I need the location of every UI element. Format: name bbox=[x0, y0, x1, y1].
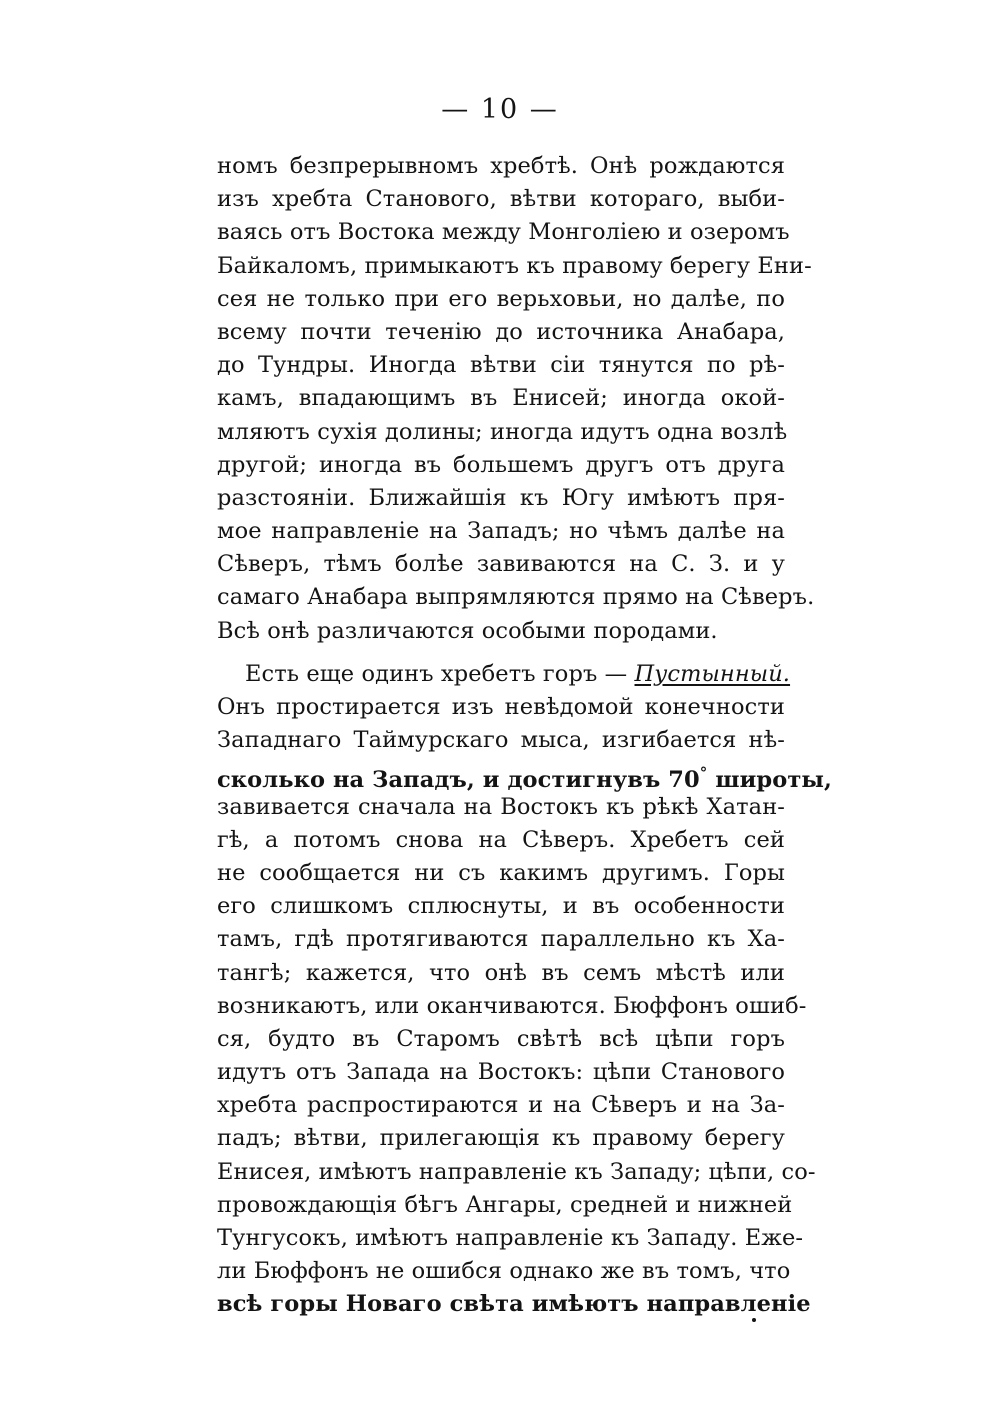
text-line: ся, будто въ Старомъ свѣтѣ всѣ цѣпи горъ bbox=[217, 1025, 785, 1052]
text-line: камъ, впадающимъ въ Енисей; иногда окой- bbox=[217, 385, 785, 412]
line-text: сколько на Западъ, и достигнувъ 70 bbox=[217, 767, 700, 794]
print-speck bbox=[752, 1318, 756, 1322]
text-line-with-degree bbox=[217, 757, 832, 794]
text-line: мое направленіе на Западъ; но чѣмъ далѣе на bbox=[217, 518, 785, 545]
text-line: сея не только при его верьховьи, но далѣе, по bbox=[217, 285, 785, 312]
text-line: Западнаго Таймурскаго мыса, изгибается нѣ- bbox=[217, 727, 785, 754]
text-line: Байкаломъ, примыкаютъ къ правому берегу Ени- bbox=[217, 252, 812, 279]
text-line: тамъ, гдѣ протягиваются параллельно къ Ха- bbox=[217, 926, 785, 953]
line-text: Есть еще одинъ хребетъ горъ — bbox=[245, 660, 628, 687]
text-line: возникаютъ, или оканчиваются. Бюффонъ ошиб- bbox=[217, 992, 807, 1019]
text-line: гѣ, а потомъ снова на Сѣверъ. Хребетъ сей bbox=[217, 826, 785, 853]
text-line: Тунгусокъ, имѣютъ направленіе къ Западу. Еже- bbox=[217, 1225, 804, 1251]
paragraph-first-line bbox=[217, 658, 791, 691]
text-line: ваясь отъ Востока между Монголіею и озеромъ bbox=[217, 219, 790, 246]
line-text: широты, bbox=[715, 767, 832, 794]
text-line: тангѣ; кажется, что онѣ въ семъ мѣстѣ или bbox=[217, 959, 785, 986]
text-line: ли Бюффонъ не ошибся однако же въ томъ, что bbox=[217, 1258, 791, 1285]
text-line: падъ; вѣтви, прилегающія къ правому берегу bbox=[217, 1125, 785, 1152]
text-line: самаго Анабара выпрямляются прямо на Сѣверъ. bbox=[217, 584, 815, 611]
text-line: Онъ простирается изъ невѣдомой конечности bbox=[217, 694, 785, 720]
text-line: разстояніи. Ближайшія къ Югу имѣютъ пря- bbox=[217, 484, 785, 511]
text-line: мляютъ сухія долины; иногда идутъ одна возлѣ bbox=[217, 418, 788, 445]
text-line: не сообщается ни съ какимъ другимъ. Горы bbox=[217, 859, 785, 886]
page-number: — 10 — bbox=[441, 94, 559, 125]
text-line: идутъ отъ Запада на Востокъ: цѣпи Станового bbox=[217, 1059, 785, 1086]
italic-term: Пустынный. bbox=[634, 660, 791, 687]
text-line: всему почти теченію до источника Анабара, bbox=[217, 318, 785, 345]
text-line: Всѣ онѣ различаются особыми породами. bbox=[217, 617, 718, 644]
text-line: другой; иногда въ большемъ другъ отъ друга bbox=[217, 451, 785, 478]
degree-sign: ° bbox=[699, 764, 708, 783]
text-line: до Тундры. Иногда вѣтви сіи тянутся по рѣ- bbox=[217, 352, 785, 379]
text-line: завивается сначала на Востокъ къ рѣкѣ Хатан- bbox=[217, 793, 785, 820]
text-line: Енисея, имѣютъ направленіе къ Западу; цѣпи, со- bbox=[217, 1158, 816, 1185]
text-line: номъ безпрерывномъ хребтѣ. Онѣ рождаются bbox=[217, 153, 785, 179]
text-line: изъ хребта Станового, вѣтви котораго, выби- bbox=[217, 186, 785, 213]
text-line: его слишкомъ сплюснуты, и въ особенности bbox=[217, 893, 785, 920]
text-line: провождающія бѣгъ Ангары, средней и нижней bbox=[217, 1191, 793, 1218]
body-text bbox=[217, 150, 832, 1322]
text-line: всѣ горы Новаго свѣта имѣютъ направленіе bbox=[217, 1291, 811, 1318]
text-line: Сѣверъ, тѣмъ болѣе завиваются на С. З. и у bbox=[217, 551, 785, 578]
text-line: хребта распростираются и на Сѣверъ и на За- bbox=[217, 1092, 785, 1119]
